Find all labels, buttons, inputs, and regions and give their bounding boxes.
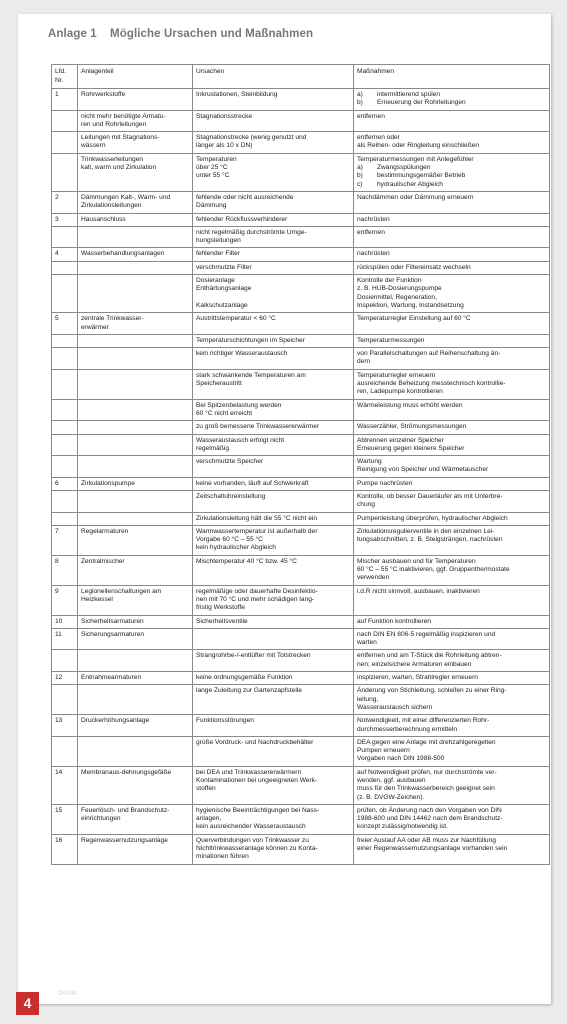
table-row [52,275,550,313]
cell-ursache: fehlende oder nicht ausreichende Dämmung [193,191,354,213]
cell-massnahme: entfernen und am T-Stück die Rohrleitung abtren- nen; einzelsichere Armaturen einbauen [354,650,550,672]
cell-nr [52,650,78,672]
cell-anlagenteil: Druckerhöhungsanlage [78,715,193,737]
cell-anlagenteil [78,736,193,766]
cell-anlagenteil: Leitungen mit Stagnations- wässern [78,132,193,154]
cell-massnahme: von Parallelschaltungen auf Reihenschaltung än- dern [354,348,550,370]
table-row [52,248,550,261]
cell-massnahme: auf Funktion kontrollieren [354,615,550,628]
cell-nr: 2 [52,191,78,213]
cell-anlagenteil [78,275,193,313]
cell-ursache: Stagnationstrecke (wenig genutzt und länger als 10 x DN) [193,132,354,154]
table-row [52,213,550,226]
table-row [52,685,550,715]
cell-anlagenteil [78,421,193,434]
cell-massnahme: DEA gegen eine Anlage mit drehzahlgeregelten Pumpen erneuern Vorgaben nach DIN 1988-500 [354,736,550,766]
cell-ursache: Zirkulationsleitung hält die 55 °C nicht ein [193,512,354,525]
cell-anlagenteil [78,399,193,421]
cell-nr: 13 [52,715,78,737]
table-row [52,226,550,248]
cell-massnahme: Änderung von Stichleitung, schleifen zu einer Ring- leitung, Wasseraustausch sichern [354,685,550,715]
cell-ursache: keine ordnungsgemäße Funktion [193,672,354,685]
cell-anlagenteil: Feuerlösch- und Brandschutz- einrichtungen [78,804,193,834]
cell-anlagenteil: Legionellenschaltungen am Heizkessel [78,585,193,615]
cell-massnahme: Abtrennen einzelner Speicher Erneuerung gegen kleinere Speicher [354,434,550,456]
cell-anlagenteil: Zentralmischer [78,555,193,585]
table-row [52,834,550,864]
cell-nr [52,275,78,313]
document-sheet [18,14,551,1004]
cell-anlagenteil [78,434,193,456]
cell-ursache: Inkrustationen, Steinbildung [193,89,354,111]
cell-anlagenteil [78,650,193,672]
table-row [52,89,550,111]
cell-nr [52,456,78,478]
cell-anlagenteil: Entnahmearmaturen [78,672,193,685]
faint-watermark-text: DVGW [58,991,77,997]
cell-ursache: Sicherheitsventile [193,615,354,628]
cell-nr [52,685,78,715]
cell-ursache: Austrittstemperatur < 60 °C [193,313,354,335]
cell-nr [52,490,78,512]
table-row [52,477,550,490]
table-row [52,313,550,335]
cell-ursache: Warmwassertemperatur ist außerhalb der Vorgabe 60 °C – 55 °C kein hydraulischer Abgleich [193,525,354,555]
cell-nr [52,226,78,248]
cell-ursache: fehlender Rückflussverhinderer [193,213,354,226]
cell-nr: 16 [52,834,78,864]
cell-anlagenteil: Sicherungsarmaturen [78,628,193,650]
cell-massnahme: nachrüsten [354,248,550,261]
table-row [52,110,550,132]
cell-ursache: Zeitschaltuhreinstellung [193,490,354,512]
cell-anlagenteil: Regenwassernutzungsanlage [78,834,193,864]
cell-nr: 10 [52,615,78,628]
cell-anlagenteil: Hausanschluss [78,213,193,226]
cell-nr [52,434,78,456]
cell-ursache: bei DEA und Trinkwassererwärmern Kontaminationen bei ungeeigneten Werk- stoffen [193,766,354,804]
header-anlagenteil: Anlagenteil [78,65,193,89]
cell-nr [52,132,78,154]
table-row [52,490,550,512]
cell-ursache: Strangrohrbe-/-entlüfter mit Totstrecken [193,650,354,672]
header-nr: Lfd. Nr. [52,65,78,89]
cell-ursache: verschmutzte Speicher [193,456,354,478]
cell-ursache: Stagnationsstrecke [193,110,354,132]
cell-massnahme: Notwendigkeit, mit einer differenzierten Rohr- durchmesserberechnung ermitteln [354,715,550,737]
cell-nr [52,153,78,191]
table-row [52,766,550,804]
cell-ursache: hygienische Beeinträchtigungen bei Nass- anlagen, kein ausreichender Wasseraustausch [193,804,354,834]
cell-anlagenteil [78,456,193,478]
cell-nr [52,261,78,274]
cell-anlagenteil [78,334,193,347]
cell-ursache: verschmutzte Filter [193,261,354,274]
table-row [52,615,550,628]
table-row [52,525,550,555]
document-title [48,28,313,40]
cell-anlagenteil: nicht mehr benötigte Armatu- ren und Rohrleitungen [78,110,193,132]
table-row [52,132,550,154]
cell-massnahme: prüfen, ob Änderung nach den Vorgaben von DIN 1988-600 und DIN 14462 nach dem Brandschutz- konzept zulässig/notwendig ist. [354,804,550,834]
cell-massnahme: Pumpenleistung überprüfen, hydraulischer Abgleich [354,512,550,525]
cell-ursache: kein richtiger Wasseraustausch [193,348,354,370]
cell-ursache [193,628,354,650]
cell-ursache: keine vorhanden, läuft auf Schwerkraft [193,477,354,490]
cell-ursache: regelmäßige oder dauerhafte Desinfektio- nen mit 70 °C und mehr schädigen lang- fristig Werkstoffe [193,585,354,615]
cell-nr: 11 [52,628,78,650]
cell-anlagenteil: Membranaus-dehnungsgefäße [78,766,193,804]
cell-massnahme: Kontrolle, ob besser Dauerläufer als mit Unterbre- chung [354,490,550,512]
cell-ursache: fehlender Filter [193,248,354,261]
cell-anlagenteil: zentrale Trinkwasser- erwärmer [78,313,193,335]
cell-nr [52,736,78,766]
cell-nr: 14 [52,766,78,804]
cell-massnahme: entfernen [354,110,550,132]
table-row [52,672,550,685]
table-row [52,512,550,525]
cell-massnahme: Wartung Reinigung von Speicher und Wärmetauscher [354,456,550,478]
cell-ursache: Wasseraustausch erfolgt nicht regelmäßig [193,434,354,456]
table-row [52,191,550,213]
cell-massnahme: rückspülen oder Filtereinsatz wechseln [354,261,550,274]
cell-anlagenteil [78,261,193,274]
cell-ursache: große Vordruck- und Nachdruckbehälter [193,736,354,766]
cell-ursache: Mischtemperatur 40 °C bzw. 45 °C [193,555,354,585]
table-row [52,153,550,191]
cell-nr [52,110,78,132]
cell-anlagenteil [78,685,193,715]
table-row [52,261,550,274]
cell-massnahme: Zirkulationsregulierventile in den einzelnen Lei- tungsabschnitten, z. B. Steigsträngen, nachrüsten [354,525,550,555]
cell-ursache: Temperaturen über 25 °C unter 55 °C [193,153,354,191]
cell-anlagenteil [78,369,193,399]
cell-massnahme: i.d.R nicht sinnvoll, ausbauen, inaktivieren [354,585,550,615]
title-text: Mögliche Ursachen und Maßnahmen [110,28,314,40]
cell-nr: 1 [52,89,78,111]
cell-anlagenteil: Wasserbehandlungsanlagen [78,248,193,261]
cell-massnahme: inspizieren, warten, Strahlregler erneuern [354,672,550,685]
cell-nr: 3 [52,213,78,226]
table-row [52,555,550,585]
table-row [52,715,550,737]
cell-nr: 7 [52,525,78,555]
cell-anlagenteil [78,512,193,525]
cell-massnahme: Nachdämmen oder Dämmung erneuern [354,191,550,213]
cell-ursache: Dosieranlage Enthärtungsanlage Kalkschutzanlage [193,275,354,313]
header-ursachen: Ursachen [193,65,354,89]
cell-anlagenteil: Zirkulationspumpe [78,477,193,490]
table-row [52,650,550,672]
cell-nr [52,512,78,525]
cell-ursache: Bei Spitzenbelastung werden 60 °C nicht erreicht [193,399,354,421]
table-row [52,456,550,478]
cell-massnahme: nach DIN EN 806-5 regelmäßig inspizieren und warten [354,628,550,650]
table-row [52,369,550,399]
table-row [52,399,550,421]
cell-massnahme: Temperaturregler Einstellung auf 60 °C [354,313,550,335]
cell-nr [52,369,78,399]
cell-massnahme: nachrüsten [354,213,550,226]
cell-ursache: stark schwankende Temperaturen am Speicheraustritt [193,369,354,399]
cell-ursache: lange Zuleitung zur Gartenzapfstelle [193,685,354,715]
cell-anlagenteil [78,226,193,248]
cell-anlagenteil: Regelarmaturen [78,525,193,555]
cell-massnahme: Wärmeleistung muss erhöht werden [354,399,550,421]
cell-massnahme: Pumpe nachrüsten [354,477,550,490]
cell-nr [52,348,78,370]
table-row [52,434,550,456]
cell-ursache: Funktionsstörungen [193,715,354,737]
table-row [52,628,550,650]
cell-nr [52,334,78,347]
cell-nr: 6 [52,477,78,490]
cell-nr: 15 [52,804,78,834]
cell-nr [52,399,78,421]
cell-ursache: Querverbindungen von Trinkwasser zu Nichttrinkwasseranlage können zu Konta- minationen führen [193,834,354,864]
cell-massnahme: Mischer ausbauen und für Temperaturen 60 °C – 55 °C inaktivieren, ggf. Gruppenthermostate verwenden [354,555,550,585]
table-header-row [52,65,550,89]
cell-anlagenteil [78,348,193,370]
page-number-badge: 4 [16,992,39,1015]
cell-massnahme: entfernen oder als Reihen- oder Ringleitung einschließen [354,132,550,154]
title-number: Anlage 1 [48,28,97,40]
cell-nr: 4 [52,248,78,261]
cell-massnahme: auf Notwendigkeit prüfen, nur durchströmte ver- wenden, ggf. ausbauen muss für den Trinkwasserbereich geeignet sein (z. B. DVGW-Zeichen). [354,766,550,804]
measures-table [51,64,550,865]
cell-massnahme: Wasserzähler, Strömungsmessungen [354,421,550,434]
cell-anlagenteil: Sicherheitsarmaturen [78,615,193,628]
table-row [52,585,550,615]
cell-anlagenteil [78,490,193,512]
header-massnahmen: Maßnahmen [354,65,550,89]
cell-massnahme: Temperaturregler erneuern ausreichende Beheizung messtechnisch kontrollie- ren, Ladepumpe kontrollieren [354,369,550,399]
cell-nr: 8 [52,555,78,585]
cell-ursache: nicht regelmäßig durchströmte Umge- hungsleitungen [193,226,354,248]
cell-massnahme: freier Auslauf AA oder AB muss zur Nachfüllung einer Regenwassernutzungsanlage vorhanden sein [354,834,550,864]
cell-ursache: Temperaturschichtungen im Speicher [193,334,354,347]
cell-nr: 9 [52,585,78,615]
cell-nr: 12 [52,672,78,685]
cell-massnahme: Temperaturmessungen mit Anlegefühler a) Zwangsspülungen b) bestimmungsgemäßer Betrieb c) hydraulischer Abgleich [354,153,550,191]
cell-anlagenteil: Rohrwerkstoffe [78,89,193,111]
cell-anlagenteil: Trinkwasserleitungen kalt, warm und Zirkulation [78,153,193,191]
cell-nr [52,421,78,434]
cell-ursache: zu groß bemessene Trinkwassererwärmer [193,421,354,434]
cell-massnahme: entfernen [354,226,550,248]
table-row [52,421,550,434]
table-row [52,736,550,766]
table-row [52,348,550,370]
cell-nr: 5 [52,313,78,335]
cell-anlagenteil: Dämmungen Kalt-, Warm- und Zirkulationsleitungen [78,191,193,213]
cell-massnahme: a) intermittierend spülen b) Erneuerung der Rohrleitungen [354,89,550,111]
table-row [52,804,550,834]
cell-massnahme: Kontrolle der Funktion z. B. HUB-Dosierungspumpe Dosiermittel, Regeneration, Inspektion, Wartung, Instandsetzung [354,275,550,313]
table-row [52,334,550,347]
cell-massnahme: Temperaturmessungen [354,334,550,347]
